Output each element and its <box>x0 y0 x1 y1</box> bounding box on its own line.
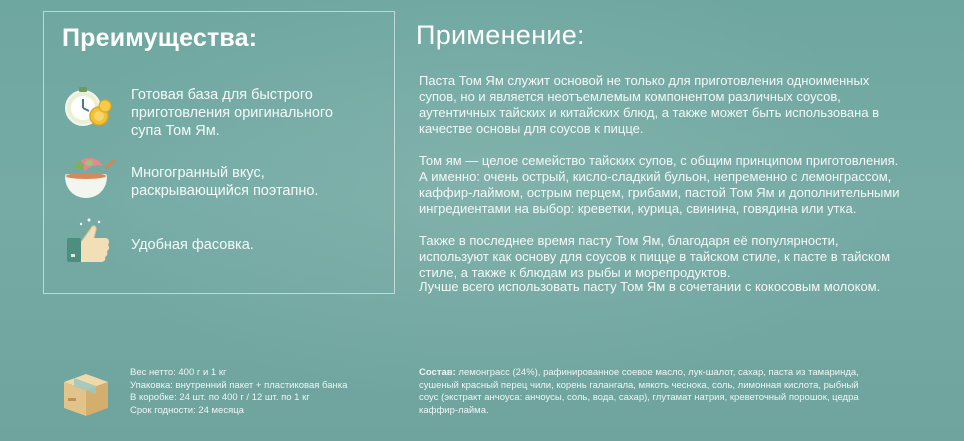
advantage-text: Готовая база для быстрого приготовления оригинального супа Том Ям. <box>131 87 333 139</box>
composition <box>419 367 879 417</box>
advantage-text: Удобная фасовка. <box>131 237 254 253</box>
advantages-title: Преимущества: <box>62 24 258 52</box>
application-title: Применение: <box>416 20 585 50</box>
stopwatch-coins-icon <box>59 80 119 140</box>
shelf-life: Срок годности: 24 месяца <box>130 404 244 416</box>
advantage-item-quick-base <box>59 80 389 140</box>
advantages-panel <box>43 11 395 294</box>
composition-label: Состав: <box>419 367 456 378</box>
composition-text: лемонграсс (24%), рафинированное соевое масло, лук-шалот, сахар, паста из тамаринда, сушеный красный перец чили, корень галангала, мякоть чеснока, соль, лимонная кислота, рыбный соус (экстракт анчоуса: анчоусы, соль, вода, сахар), глутамат натрия, креветочный порошок, цедра каффир-лайма. <box>419 367 859 416</box>
advantage-item-taste <box>59 152 389 212</box>
product-specs <box>130 367 347 417</box>
soup-bowl-icon <box>59 152 119 212</box>
units-per-box: В коробке: 24 шт. по 400 г / 12 шт. по 1 кг <box>130 392 310 403</box>
package-box-icon <box>60 368 112 420</box>
packaging-type: Упаковка: внутренний пакет + пластиковая банка <box>130 379 348 391</box>
advantage-item-packaging <box>59 214 389 274</box>
application-paragraph: Также в последнее время пасту Том Ям, благодаря её популярности, используют как основу для соусов к пицце в тайском стиле, к пасте в тайском стиле, а также к блюдам из рыбы и морепродуктов. <box>419 233 891 280</box>
thumbs-up-icon <box>59 214 119 274</box>
application-paragraph: Лучше всего использовать пасту Том Ям в сочетании с кокосовым молоком. <box>419 279 881 294</box>
advantage-text: Многогранный вкус, раскрывающийся поэтапно. <box>131 165 319 199</box>
application-paragraph: Том ям — целое семейство тайских супов, с общим принципом приготовления. А именно: очень острый, кисло-сладкий бульон, непременно с лемонграссом, каффир-лаймом, острым перцем, грибами, пастой Том Ям и дополнительными ингредиентами на выбор: креветки, курица, свинина, говядина или утка. <box>419 153 900 216</box>
application-paragraph: Паста Том Ям служит основой не только для приготовления одноименных супов, но и является неотъемлемым компонентом различных соусов, аутентичных тайских и китайских блюд, а также может быть использована в качестве основы для соусов к пицце. <box>419 73 880 136</box>
net-weight: Вес нетто: 400 г и 1 кг <box>130 367 227 378</box>
